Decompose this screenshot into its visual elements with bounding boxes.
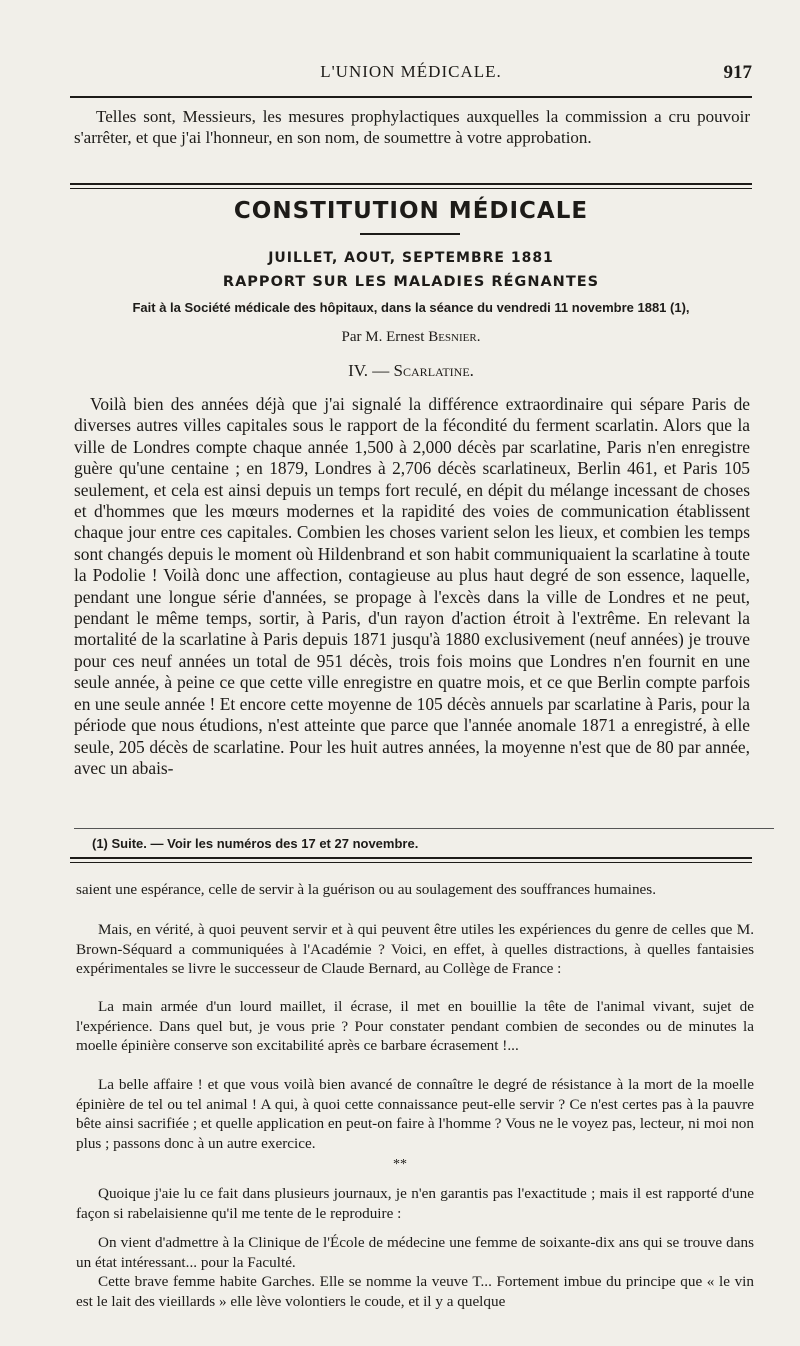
feuilleton-paragraph-7: Cette brave femme habite Garches. Elle se nomme la veuve T... Fortement imbue du principe que « le vin est le lait des vieillards » elle lève volontiers le coude, et il y a quelque bbox=[76, 1273, 754, 1310]
report-title: RAPPORT SUR LES MALADIES RÉGNANTES bbox=[222, 274, 600, 290]
section-rule-top bbox=[70, 183, 752, 185]
report-author bbox=[70, 329, 752, 346]
report-period: JUILLET, AOUT, SEPTEMBRE 1881 bbox=[268, 250, 554, 266]
section-separator: ** bbox=[393, 1157, 407, 1172]
feuilleton-paragraph-1: saient une espérance, celle de servir à la guérison ou au soulagement des souffrances humaines. bbox=[76, 881, 657, 898]
feuilleton-paragraph-4: La belle affaire ! et que vous voilà bien avancé de connaître le degré de résistance à la mort de la moelle épinière de tel ou tel animal ! A qui, à quoi cette connaissance peut-elle servir ? Ce n'est certes pas à la pauvre bête ainsi sacrifiée ; et quelle application en peut-on faire à l'homme ? Vous ne le voyez pas, lecteur, ni moi non plus ; passons donc à un autre exercice. bbox=[76, 1076, 754, 1152]
feuilleton-rule bbox=[70, 857, 752, 859]
chapter-title: IV. — Scarlatine. bbox=[348, 361, 474, 380]
header-rule bbox=[70, 96, 752, 98]
author-name: Besnier. bbox=[428, 329, 481, 345]
feuilleton-rule-double bbox=[70, 862, 752, 863]
author-prefix: Par M. Ernest bbox=[341, 329, 425, 345]
heading-ornament-rule bbox=[360, 233, 460, 235]
section-rule-double bbox=[70, 188, 752, 189]
feuilleton-paragraph-2: Mais, en vérité, à quoi peuvent servir et à qui peuvent être utiles les expériences du genre de celles que M. Brown-Séquard a communiquées à l'Académie ? Voici, en effet, à quelles distractions, à quelles fantaisies expérimentales se livre le successeur de Claude Bernard, au Collège de France : bbox=[76, 921, 754, 978]
page-header bbox=[70, 58, 752, 88]
page-number: 917 bbox=[723, 62, 752, 83]
footnote-rule bbox=[74, 828, 774, 829]
feuilleton-paragraph-3: La main armée d'un lourd maillet, il écrase, il met en bouillie la tête de l'animal vivant, sujet de l'expérience. Dans quel but, je vous prie ? Pour constater pendant combien de secondes ou de minutes la moelle épinière conserve son excitabilité après ce barbare écrasement !... bbox=[76, 998, 754, 1055]
feuilleton-paragraph-5: Quoique j'aie lu ce fait dans plusieurs journaux, je n'en garantis pas l'exactitude ; mais il est rapporté d'une façon si rabelaisienne qu'il me tente de le reproduire : bbox=[76, 1185, 754, 1222]
intro-paragraph: Telles sont, Messieurs, les mesures prophylactiques auxquelles la commission a cru pouvoir s'arrêter, et que j'ai l'honneur, en son nom, de soumettre à votre approbation. bbox=[74, 107, 750, 147]
footnote: (1) Suite. — Voir les numéros des 17 et 27 novembre. bbox=[92, 836, 419, 851]
section-heading: CONSTITUTION MÉDICALE bbox=[233, 198, 589, 224]
report-presentation: Fait à la Société médicale des hôpitaux, dans la séance du vendredi 11 novembre 1881 (1), bbox=[132, 300, 690, 315]
feuilleton-paragraph-6: On vient d'admettre à la Clinique de l'École de médecine une femme de soixante-dix ans qui se trouve dans un état intéressant... pour la Faculté. bbox=[76, 1234, 754, 1271]
article-body: Voilà bien des années déjà que j'ai signalé la différence extraordinaire qui sépare Paris de diverses autres villes capitales sous le rapport de la fécondité du ferment scarlatin. Alors que la ville de Londres compte chaque année 1,500 à 2,000 décès par scarlatine, Paris n'en enregistre guère qu'une centaine ; en 1879, Londres à 2,706 décès scarlatineux, Berlin 461, et Paris 105 seulement, et cela est ainsi depuis un temps fort reculé, en dépit du mélange incessant de choses et d'hommes que les mœurs modernes et la rapidité des voies de communication établissent chaque jour entre ces capitales. Combien les choses varient selon les lieux, et combien les temps sont changés depuis le moment où Hildenbrand et son habit communiquaient la scarlatine à toute la Podolie ! Voilà donc une affection, contagieuse au plus haut degré de son essence, laquelle, pendant une longue série d'années, se propage à l'excès dans la ville de Londres et ne peut, pendant le même temps, sortir, à Paris, d'un rayon d'action étroit à l'extrême. En relevant la mortalité de la scarlatine à Paris depuis 1871 jusqu'à 1880 exclusivement (neuf années) je trouve pour ces neuf années un total de 951 décès, trois fois moins que Londres n'en fournit en une seule année, à peine ce que cette ville enregistre en quatre mois, et ce que Berlin compte parfois en une seule année ! Et encore cette moyenne de 105 décès annuels par scarlatine à Paris, pour la période que nous étudions, n'est atteinte que parce que l'année anomale 1871 a enregistré, à elle seule, 205 décès de scarlatine. Pour les huit autres années, la moyenne n'est que de 80 par année, avec un abais- bbox=[74, 394, 750, 778]
journal-title: L'UNION MÉDICALE. bbox=[320, 62, 502, 81]
